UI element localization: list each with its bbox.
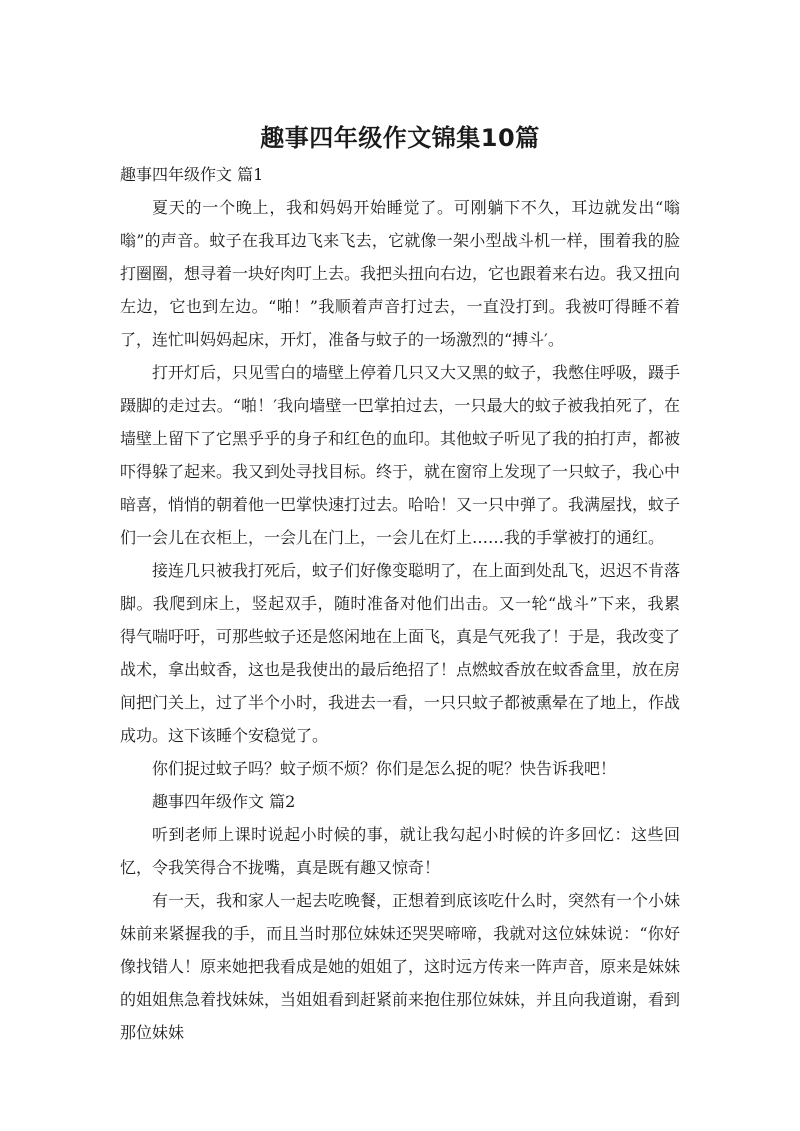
paragraph: 听到老师上课时说起小时候的事，就让我勾起小时候的许多回忆：这些回忆，令我笑得合不拢嘴，真是既有趣又惊奇！ bbox=[120, 825, 680, 877]
paragraph: 夏天的一个晚上，我和妈妈开始睡觉了。可刚躺下不久，耳边就发出“嗡嗡”的声音。蚊子在我耳边飞来飞去，它就像一架小型战斗机一样，围着我的脸打圈圈，想寻着一块好肉叮上去。我把头扭向右边，它也跟着来右边。我又扭向左边，它也到左边。“啪！”我顺着声音打过去，一直没打到。我被叮得睡不着了，连忙叫妈妈起床，开灯，准备与蚊子的一场激烈的“搏斗′。 bbox=[120, 198, 681, 349]
section-heading: 趣事四年级作文 篇2 bbox=[152, 792, 296, 811]
paragraph: 接连几只被我打死后，蚊子们好像变聪明了，在上面到处乱飞，迟迟不肯落脚。我爬到床上，竖起双手，随时准备对他们出击。又一轮“战斗”下来，我累得气喘吁吁，可那些蚊子还是悠闲地在上面飞，真是气死我了！于是，我改变了战术，拿出蚊香，这也是我使出的最后绝招了！点燃蚊香放在蚊香盒里，放在房间把门关上，过了半个小时，我进去一看，一只只蚊子都被熏晕在了地上，作战成功。这下该睡个安稳觉了。 bbox=[120, 561, 681, 745]
paragraph: 打开灯后，只见雪白的墙壁上停着几只又大又黑的蚊子，我憋住呼吸，蹑手蹑脚的走过去。“啪！′我向墙壁一巴掌拍过去，一只最大的蚊子被我拍死了，在墙壁上留下了它黑乎乎的身子和红色的血印。其他蚊子听见了我的拍打声，都被吓得躲了起来。我又到处寻找目标。终于，就在窗帘上发现了一只蚊子，我心中暗喜，悄悄的朝着他一巴掌快速打过去。哈哈！又一只中弹了。我满屋找，蚊子们一会儿在衣柜上，一会儿在门上，一会儿在灯上……我的手掌被打的通红。 bbox=[120, 363, 681, 547]
paragraph: 你们捉过蚊子吗？蚊子烦不烦？你们是怎么捉的呢？快告诉我吧！ bbox=[152, 759, 617, 778]
section-heading: 趣事四年级作文 篇1 bbox=[120, 165, 264, 184]
paragraph: 有一天，我和家人一起去吃晚餐，正想着到底该吃什么时，突然有一个小妹妹前来紧握我的手，而且当时那位妹妹还哭哭啼啼，我就对这位妹妹说：“你好像找错人！原来她把我看成是她的姐姐了，这时远方传来一阵声音，原来是妹妹的姐姐焦急着找妹妹，当姐姐看到赶紧前来抱住那位妹妹，并且向我道谢，看到那位妹妹 bbox=[120, 891, 681, 1042]
document-title: 趣事四年级作文锦集10篇 bbox=[260, 124, 540, 152]
document-body bbox=[120, 158, 680, 1049]
